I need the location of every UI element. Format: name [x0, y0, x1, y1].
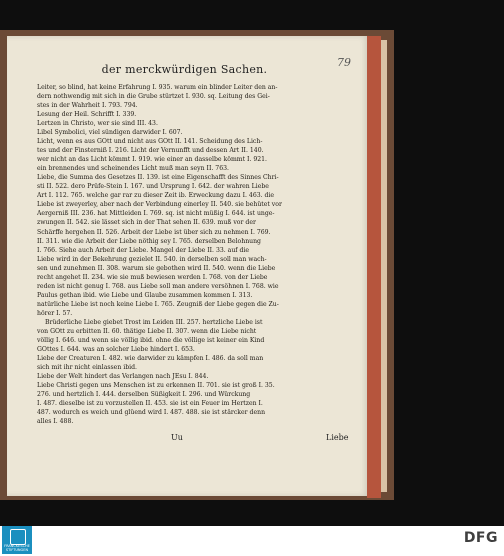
page-edge-light: [381, 40, 387, 492]
text-line: sich mit ihr nicht einlassen ibid.: [37, 363, 137, 371]
text-line: ein brennendes und scheinendes Licht muß man seyn II. 763.: [37, 165, 229, 173]
text-line: sen und zunehmen II. 308. warum sie gebothen wird II. 540. wenn die Liebe: [37, 264, 276, 272]
logo-text: FRANCKESCHE STIFTUNGEN: [4, 544, 30, 552]
page-edge: [367, 36, 381, 498]
text-line: Liebe der Welt hindert das Verlangen nach JEsu I. 844.: [37, 373, 209, 380]
text-line: Liebe wird in der Bekehrung gezielet II. 540. in derselben soll man wach-: [37, 255, 267, 263]
text-line: Liebe der Creaturen I. 482. wie darwider zu kämpfen I. 486. da soll man: [37, 354, 264, 362]
text-line: völlig I. 646. und wenn sie völlig ibid. ohne die völlige ist keiner ein Kind: [37, 336, 265, 344]
text-line: 276. und hertzlich I. 444. derselben Süßigkeit I. 296. und Würckung: [37, 391, 251, 399]
text-line: alles I. 488.: [37, 418, 74, 426]
catchword: Liebe: [326, 433, 349, 442]
text-line: I. 766. Siehe auch Arbeit der Liebe. Mangel der Liebe II. 33. auf die: [37, 246, 250, 254]
text-line: stes in der Wahrheit I. 793. 794.: [37, 102, 138, 110]
text-line: tes und der Finsterniß I. 216. Licht der Vernunfft und dessen Art II. 140.: [37, 147, 264, 155]
text-line: Brüderliche Liebe giebet Trost im Leiden III. 257. hertzliche Liebe ist: [45, 318, 263, 326]
text-line: GOttes I. 644. was an solcher Liebe hindert I. 653.: [37, 345, 195, 353]
institution-logo[interactable]: [2, 526, 32, 554]
text-line: Liebe ist zweyerley, aber nach der Verbindung einerley II. 540. sie behütet vor: [37, 201, 282, 209]
text-line: Leiter, so blind, hat keine Erfahrung I. 935. warum ein blinder Leiter den an-: [37, 84, 278, 91]
text-line: Lertzen in Christo, wer sie sind III. 43.: [37, 120, 158, 128]
folio-number: 79: [337, 56, 351, 69]
text-line: Licht, wenn es aus GOtt und nicht aus GOtt II. 141. Scheidung des Lich-: [37, 138, 263, 146]
dfg-logo[interactable]: DFG: [463, 530, 498, 546]
signature-mark: Uu: [171, 433, 183, 442]
text-line: I. 487. dieselbe ist zu vorzustellen II. 453. sie ist ein Feuer im Hertzen I.: [37, 400, 263, 408]
text-line: Art I. 112. 765. welche gar rar zu dieser Zeit ib. Erweckung dazu I. 463. die: [37, 192, 275, 200]
text-line: II. 311. wie die Arbeit der Liebe nöthig sey I. 765. derselben Belohnung: [37, 237, 261, 245]
text-line: hörer I. 57.: [37, 309, 73, 317]
text-line: Schärffe hergehen II. 526. Arbeit der Liebe ist über sich zu nehmen I. 769.: [37, 228, 271, 236]
text-line: wer nicht an das Licht kömmt I. 919. wie einer an dasselbe kömmt I. 921.: [37, 156, 268, 164]
text-line: Liebe, die Summa des Gesetzes II. 139. ist eine Eigenschafft des Sinnes Chri-: [37, 174, 279, 182]
text-line: Libel Symbolici, viel sündigen darwider I. 607.: [37, 129, 183, 137]
text-line: Liebe Christi gegen uns Menschen ist zu erkennen II. 701. sie ist groß I. 35.: [37, 382, 275, 390]
text-line: von GOtt zu erbitten II. 60. thätige Liebe II. 307. wenn die Liebe nicht: [37, 327, 257, 335]
text-line: dern nothwendig mit sich in die Grube stürtzet I. 930. sq. Leitung des Gei-: [37, 93, 270, 101]
text-line: Paulus gethan ibid. wie Liebe und Glaube zusammen kommen I. 313.: [37, 291, 253, 299]
text-line: 487. wodurch es weich und glüend wird I. 487. 488. sie ist stärcker denn: [37, 409, 266, 417]
text-line: reden ist nicht genug I. 768. aus Liebe soll man andere versöhnen I. 768. wie: [37, 282, 279, 290]
text-line: sti II. 522. dero Prüfe-Stein I. 167. und Ursprung I. 642. der wahren Liebe: [37, 183, 269, 191]
text-line: recht angehet II. 234. wie sie muß bewiesen werden I. 768. von der Liebe: [37, 273, 268, 281]
viewer-footer: [0, 526, 504, 556]
text-line: natürliche Liebe ist noch keine Liebe I. 765. Zeugniß der Liebe gegen die Zu-: [37, 300, 279, 308]
text-line: Aergerniß III. 236. hat Mittleiden I. 769. sq. ist nicht müßig I. 644. ist unge-: [37, 210, 275, 218]
index-text: [37, 83, 359, 426]
logo-mark-icon: [10, 529, 26, 545]
page-header: der merckwürdigen Sachen.: [101, 63, 268, 76]
text-line: Lesung der Heil. Schrifft I. 339.: [37, 111, 137, 119]
text-line: zwungen II. 542. sie lässet sich in der That sehen II. 639. muß vor der: [37, 219, 256, 227]
